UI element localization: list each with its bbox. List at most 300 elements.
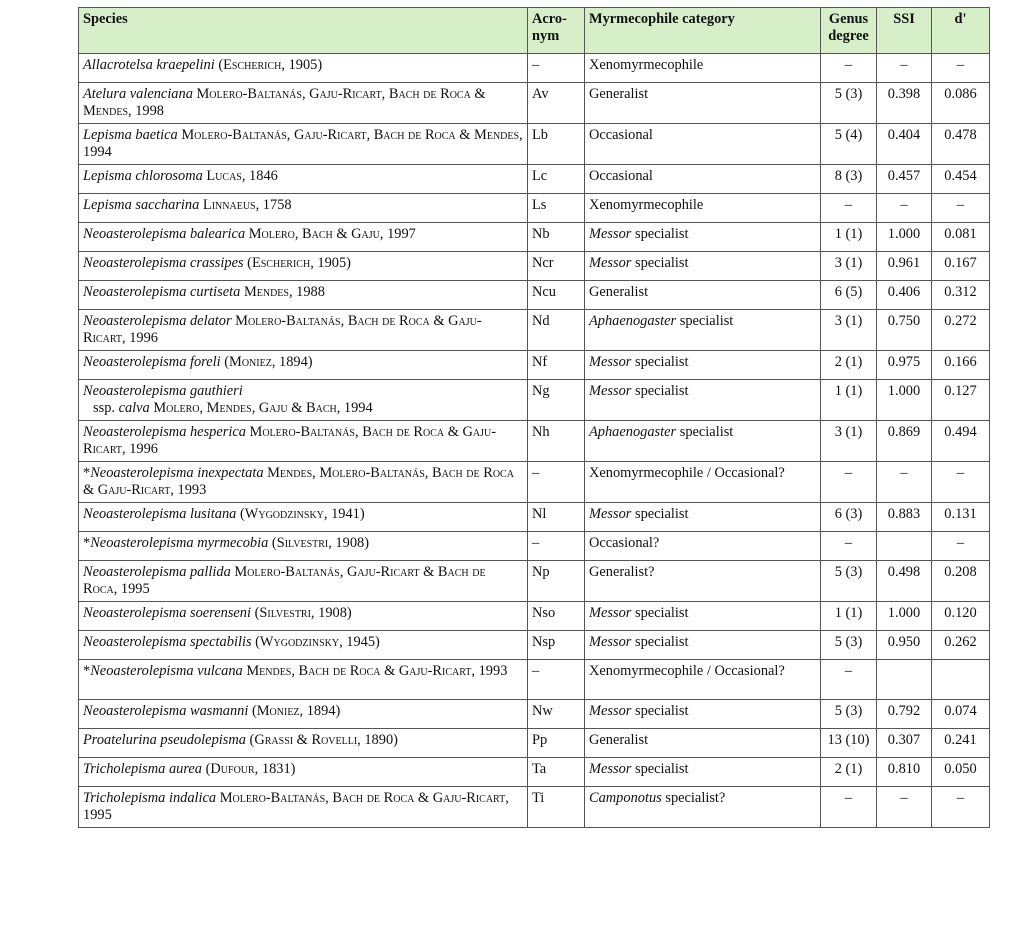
species-author: Mendes, Molero-Baltanás, Bach de Roca & Gaju-Ricart, 1993 [83,465,514,498]
d-cell [932,83,990,124]
table-row [79,54,990,83]
acronym-cell [528,729,585,758]
species-author: (Dufour, 1831) [202,761,296,777]
d-cell-value: – [956,465,965,481]
species-cell [79,124,528,165]
genus-degree-cell [821,729,877,758]
acronym-value: Nh [532,424,550,440]
category-cell [585,54,821,83]
acronym-value: Ng [532,383,550,399]
table-row [79,700,990,729]
genus-degree-cell-value: 8 (3) [834,168,863,184]
d-cell-value: 0.312 [944,284,977,300]
acronym-cell [528,165,585,194]
category-text: specialist [676,313,734,329]
species-author: Molero-Baltanás, Bach de Roca & Gaju-Ricart, 1995 [83,790,509,823]
ssi-cell [877,561,932,602]
species-table [78,7,990,828]
d-cell-value: 0.241 [944,732,977,748]
species-name: Neoasterolepisma delator [83,313,232,329]
species-name: Lepisma baetica [83,127,178,143]
genus-degree-cell-value: 13 (10) [827,732,870,748]
header-acronym: Acro-nym [528,8,585,54]
category-text: Generalist [589,86,649,102]
species-cell [79,223,528,252]
species-name: Lepisma chlorosoma [83,168,203,184]
species-name: Neoasterolepisma vulcana [90,663,243,679]
species-author: (Wygodzinsky, 1945) [251,634,380,650]
genus-degree-cell [821,310,877,351]
genus-degree-cell-value: – [844,465,853,481]
category-genus: Messor [589,506,632,522]
d-cell [932,281,990,310]
species-name: Neoasterolepisma curtiseta [83,284,241,300]
acronym-value: Ti [532,790,545,806]
category-cell [585,124,821,165]
d-cell [932,165,990,194]
category-text: Xenomyrmecophile / Occasional? [589,663,785,679]
genus-degree-cell [821,194,877,223]
acronym-cell [528,602,585,631]
ssi-cell [877,729,932,758]
header-genus-degree: Genus degree [821,8,877,54]
species-cell [79,252,528,281]
table-row [79,462,990,503]
category-cell [585,83,821,124]
ssi-cell [877,351,932,380]
d-cell [932,380,990,421]
species-author: Molero-Baltanás, Gaju-Ricart, Bach de Roca & Mendes, 1998 [83,86,486,119]
category-genus: Aphaenogaster [589,424,677,440]
ssi-cell [877,124,932,165]
table-row [79,729,990,758]
ssi-cell [877,252,932,281]
species-name: Neoasterolepisma inexpectata [90,465,264,481]
table-body [79,54,990,828]
d-cell-value: 0.120 [944,605,977,621]
d-cell [932,561,990,602]
ssi-cell-value: – [900,465,908,481]
ssi-cell-value: 0.883 [887,506,921,522]
species-name: Neoasterolepisma myrmecobia [90,535,269,551]
species-cell [79,54,528,83]
species-name: Lepisma saccharina [83,197,200,213]
category-cell [585,194,821,223]
ssi-cell [877,631,932,660]
table-row [79,223,990,252]
ssi-cell-value: 0.750 [887,313,921,329]
category-genus: Messor [589,383,632,399]
ssi-cell-value: 0.961 [887,255,921,271]
ssi-cell-value: 0.950 [887,634,921,650]
genus-degree-cell-value: 3 (1) [834,313,863,329]
acronym-value: Nb [532,226,550,242]
genus-degree-cell-value: – [844,197,853,213]
d-cell-value: 0.167 [944,255,977,271]
d-cell [932,462,990,503]
species-cell [79,602,528,631]
table-row [79,532,990,561]
category-cell [585,503,821,532]
acronym-cell [528,462,585,503]
genus-degree-cell-value: 2 (1) [834,354,863,370]
ssi-cell [877,380,932,421]
acronym-value: Nf [532,354,548,370]
table-row [79,194,990,223]
ssi-cell [877,758,932,787]
species-name: Neoasterolepisma balearica [83,226,246,242]
category-text: specialist [631,605,689,621]
category-cell [585,631,821,660]
ssi-cell-value: 0.398 [887,86,921,102]
category-cell [585,602,821,631]
category-cell [585,700,821,729]
acronym-cell [528,503,585,532]
species-author: (Wygodzinsky, 1941) [236,506,365,522]
acronym-value: – [532,57,540,73]
category-cell [585,252,821,281]
category-text: specialist? [661,790,726,806]
category-genus: Messor [589,761,632,777]
category-cell [585,787,821,828]
species-name: Neoasterolepisma pallida [83,564,231,580]
ssi-cell-value: 0.457 [887,168,921,184]
genus-degree-cell [821,602,877,631]
acronym-cell [528,124,585,165]
ssi-cell-value: 1.000 [887,226,921,242]
acronym-value: Nso [532,605,556,621]
d-cell [932,310,990,351]
genus-degree-cell [821,462,877,503]
species-author: (Escherich, 1905) [243,255,351,271]
genus-degree-cell [821,631,877,660]
category-cell [585,532,821,561]
category-text: specialist [631,226,689,242]
category-genus: Messor [589,703,632,719]
category-cell [585,660,821,700]
species-cell [79,310,528,351]
table-row [79,421,990,462]
category-text: Generalist [589,284,649,300]
acronym-cell [528,223,585,252]
d-cell [932,194,990,223]
genus-degree-cell [821,503,877,532]
d-cell [932,532,990,561]
ssi-cell [877,223,932,252]
d-cell-value: 0.086 [944,86,977,102]
genus-degree-cell-value: 2 (1) [834,761,863,777]
ssi-cell [877,310,932,351]
category-cell [585,729,821,758]
acronym-value: Nw [532,703,553,719]
genus-degree-cell-value: 6 (3) [834,506,863,522]
table-row [79,787,990,828]
uncertain-mark: * [83,465,91,481]
species-name: Neoasterolepisma wasmanni [83,703,249,719]
d-cell-value: 0.166 [944,354,977,370]
acronym-cell [528,252,585,281]
d-cell [932,660,990,700]
acronym-value: Nd [532,313,550,329]
subspecies-name: calva [118,400,150,416]
species-author: (Escherich, 1905) [214,57,323,73]
ssi-cell [877,194,932,223]
genus-degree-cell-value: 1 (1) [834,383,863,399]
table-row [79,602,990,631]
acronym-cell [528,700,585,729]
genus-degree-cell-value: 5 (4) [834,127,863,143]
d-cell [932,124,990,165]
category-genus: Camponotus [589,790,662,806]
ssi-cell-value: – [900,790,908,806]
species-cell [79,503,528,532]
species-name: Tricholepisma aurea [83,761,202,777]
species-author: (Silvestri, 1908) [251,605,352,621]
category-genus: Messor [589,226,632,242]
category-cell [585,281,821,310]
table-row [79,758,990,787]
category-cell [585,462,821,503]
species-author: Mendes, Bach de Roca & Gaju-Ricart, 1993 [242,663,508,679]
d-cell [932,351,990,380]
uncertain-mark: * [83,535,91,551]
category-text: Occasional? [589,535,660,551]
acronym-cell [528,194,585,223]
acronym-value: Np [532,564,550,580]
ssi-cell-value: 0.406 [887,284,921,300]
category-text: specialist [631,255,689,271]
acronym-value: Nsp [532,634,556,650]
subspecies-author: Molero, Mendes, Gaju & Bach, 1994 [149,400,373,416]
acronym-value: – [532,663,540,679]
species-author: (Moniez, 1894) [220,354,313,370]
category-cell [585,310,821,351]
species-name: Neoasterolepisma gauthieri [83,383,243,399]
species-cell [79,421,528,462]
genus-degree-cell-value: – [844,663,853,679]
ssi-cell-value: 1.000 [887,383,921,399]
header-row [79,8,990,54]
acronym-cell [528,310,585,351]
ssi-cell [877,660,932,700]
d-cell-value: 0.262 [944,634,977,650]
acronym-cell [528,421,585,462]
species-author: (Silvestri, 1908) [268,535,370,551]
acronym-value: Nl [532,506,547,522]
d-cell [932,421,990,462]
header-category: Myrmecophile category [585,8,821,54]
genus-degree-cell-value: 3 (1) [834,424,863,440]
ssi-cell-value: 0.792 [887,703,921,719]
genus-degree-cell [821,281,877,310]
table-row [79,351,990,380]
acronym-value: Pp [532,732,548,748]
species-cell [79,351,528,380]
ssi-cell-value: 0.498 [887,564,921,580]
category-text: specialist [631,634,689,650]
d-cell [932,54,990,83]
category-text: Occasional [589,127,653,143]
genus-degree-cell [821,561,877,602]
d-cell-value: 0.272 [944,313,977,329]
category-cell [585,561,821,602]
genus-degree-cell [821,787,877,828]
species-author: Molero, Bach & Gaju, 1997 [245,226,416,242]
d-cell-value: 0.127 [944,383,977,399]
d-cell-value: 0.478 [944,127,977,143]
category-cell [585,223,821,252]
ssi-cell [877,700,932,729]
category-cell [585,380,821,421]
acronym-value: Ncu [532,284,556,300]
species-name: Neoasterolepisma spectabilis [83,634,252,650]
species-author: Molero-Baltanás, Bach de Roca & Gaju-Ricart, 1996 [83,424,497,457]
d-cell-value: 0.050 [944,761,977,777]
genus-degree-cell-value: – [844,790,853,806]
acronym-value: Ls [532,197,547,213]
acronym-value: Lc [532,168,548,184]
d-cell-value: 0.494 [944,424,977,440]
genus-degree-cell [821,351,877,380]
species-cell [79,787,528,828]
genus-degree-cell [821,660,877,700]
d-cell [932,729,990,758]
ssi-cell [877,503,932,532]
ssi-cell [877,462,932,503]
category-genus: Messor [589,255,632,271]
acronym-value: Ta [532,761,547,777]
category-cell [585,421,821,462]
category-text: specialist [631,354,689,370]
species-cell [79,281,528,310]
table-row [79,281,990,310]
d-cell [932,602,990,631]
d-cell-value: 0.454 [944,168,977,184]
genus-degree-cell [821,124,877,165]
species-author: Linnaeus, 1758 [199,197,292,213]
genus-degree-cell-value: 5 (3) [834,86,863,102]
category-text: specialist [676,424,734,440]
header-species: Species [79,8,528,54]
species-name: Neoasterolepisma hesperica [83,424,246,440]
ssi-cell-value: 0.869 [887,424,921,440]
table-row [79,83,990,124]
acronym-cell [528,631,585,660]
species-name: Neoasterolepisma foreli [83,354,221,370]
species-name: Proatelurina pseudolepisma [83,732,246,748]
species-author: Molero-Baltanás, Bach de Roca & Gaju-Ricart, 1996 [83,313,482,346]
category-text: Occasional [589,168,653,184]
ssi-cell-value: 0.975 [887,354,921,370]
acronym-cell [528,532,585,561]
species-name: Neoasterolepisma lusitana [83,506,237,522]
category-text: Generalist [589,732,649,748]
d-cell [932,223,990,252]
d-cell [932,700,990,729]
acronym-value: Ncr [532,255,554,271]
table-row [79,631,990,660]
table-row [79,165,990,194]
genus-degree-cell-value: 1 (1) [834,605,863,621]
ssi-cell [877,787,932,828]
table-row [79,561,990,602]
d-cell-value: 0.208 [944,564,977,580]
species-cell [79,660,528,700]
genus-degree-cell [821,252,877,281]
species-author: (Moniez, 1894) [248,703,341,719]
category-cell [585,758,821,787]
d-cell [932,631,990,660]
acronym-value: – [532,465,540,481]
category-text: Xenomyrmecophile / Occasional? [589,465,785,481]
table-row [79,660,990,700]
ssi-cell [877,54,932,83]
acronym-cell [528,787,585,828]
d-cell [932,252,990,281]
d-cell-value: – [956,197,965,213]
table-row [79,252,990,281]
species-author: Molero-Baltanás, Gaju-Ricart, Bach de Roca & Mendes, 1994 [83,127,523,160]
genus-degree-cell-value: – [844,535,853,551]
ssi-cell-value: 0.810 [887,761,921,777]
ssi-cell [877,421,932,462]
ssi-cell [877,165,932,194]
category-genus: Messor [589,605,632,621]
table-row [79,380,990,421]
acronym-value: Av [532,86,549,102]
d-cell-value: – [956,57,965,73]
table-row [79,124,990,165]
species-cell [79,532,528,561]
species-name: Atelura valenciana [83,86,193,102]
table-row [79,310,990,351]
ssi-cell-value: 0.404 [887,127,921,143]
category-text: Generalist? [589,564,655,580]
species-author: Mendes, 1988 [240,284,325,300]
header-d: d' [932,8,990,54]
genus-degree-cell-value: 1 (1) [834,226,863,242]
species-cell [79,729,528,758]
acronym-cell [528,758,585,787]
species-cell [79,561,528,602]
species-cell [79,462,528,503]
d-cell [932,503,990,532]
subspecies-prefix: ssp. [93,400,119,416]
genus-degree-cell [821,421,877,462]
genus-degree-cell [821,54,877,83]
category-genus: Messor [589,354,632,370]
category-text: specialist [631,383,689,399]
d-cell-value: 0.081 [944,226,977,242]
species-cell [79,194,528,223]
acronym-cell [528,281,585,310]
uncertain-mark: * [83,663,91,679]
category-cell [585,351,821,380]
ssi-cell [877,532,932,561]
header-ssi: SSI [877,8,932,54]
table-row [79,503,990,532]
species-cell [79,83,528,124]
ssi-cell [877,602,932,631]
species-name: Neoasterolepisma soerenseni [83,605,252,621]
genus-degree-cell-value: – [844,57,853,73]
ssi-cell-value: 1.000 [887,605,921,621]
acronym-value: Lb [532,127,548,143]
species-cell [79,380,528,421]
d-cell-value: 0.074 [944,703,977,719]
ssi-cell-value: 0.307 [887,732,921,748]
genus-degree-cell [821,532,877,561]
